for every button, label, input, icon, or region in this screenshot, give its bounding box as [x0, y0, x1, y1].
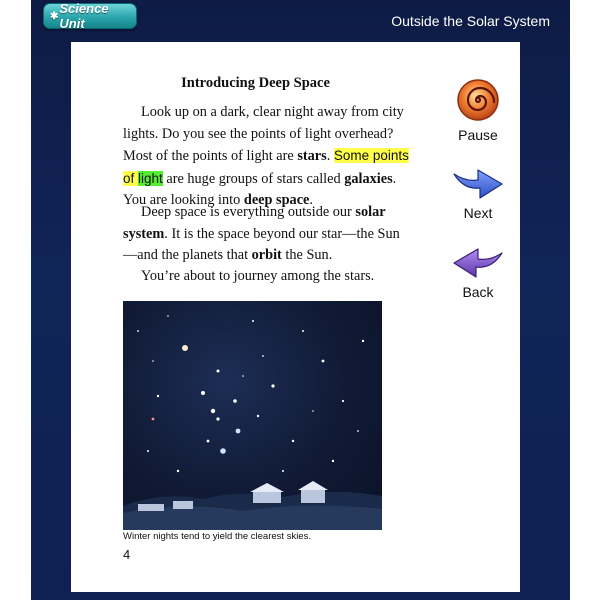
text-run: . It is the space beyond our star—the Sun—and the planets that: [123, 225, 400, 263]
science-unit-badge[interactable]: [43, 3, 137, 29]
night-sky-illustration: [123, 301, 382, 530]
unit-label: Science Unit: [59, 1, 109, 31]
vocab-solar-system: solar system: [123, 204, 386, 242]
star-field: [137, 315, 364, 502]
text-run: Deep space is everything outside our: [141, 204, 356, 220]
paragraph-3: [123, 266, 413, 288]
page-title: Introducing Deep Space: [181, 75, 330, 91]
page-number: 4: [123, 547, 131, 562]
arrow-left-icon: [452, 245, 504, 279]
vocab-deep-space: deep space: [243, 192, 310, 208]
text-run: Look up on a dark, clear night away from city lights. Do you see the points of light overhead? Most of the points of light are: [123, 104, 404, 164]
paragraph-2: [123, 202, 413, 267]
text-run: .: [326, 148, 334, 164]
vocab-stars: stars: [297, 148, 327, 164]
star-icon: ✱: [50, 10, 59, 22]
pause-label: Pause: [458, 127, 498, 143]
unit-title: Outside the Solar System: [391, 13, 550, 29]
next-label: Next: [463, 205, 493, 221]
text-run: are huge groups of stars called: [162, 170, 345, 187]
highlighted-current-word: light: [138, 170, 163, 186]
highlighted-sentence: Some points of: [123, 148, 409, 186]
text-run: . You are looking into: [123, 170, 397, 208]
arrow-right-icon: [452, 166, 504, 200]
next-button[interactable]: [443, 166, 513, 221]
red-star: [152, 418, 155, 421]
night-sky-photo: [123, 301, 382, 530]
text-run: .: [309, 192, 313, 208]
photo-caption: Winter nights tend to yield the clearest skies.: [123, 531, 311, 542]
paragraph-1: [123, 102, 413, 212]
pause-button[interactable]: [443, 78, 513, 143]
spiral-icon: [456, 78, 500, 122]
vocab-orbit: orbit: [251, 247, 282, 263]
back-button[interactable]: [443, 245, 513, 300]
back-label: Back: [462, 284, 494, 300]
text-run: You’re about to journey among the stars.: [141, 268, 375, 284]
vocab-galaxies: galaxies: [344, 170, 393, 187]
text-run: the Sun.: [281, 247, 333, 263]
